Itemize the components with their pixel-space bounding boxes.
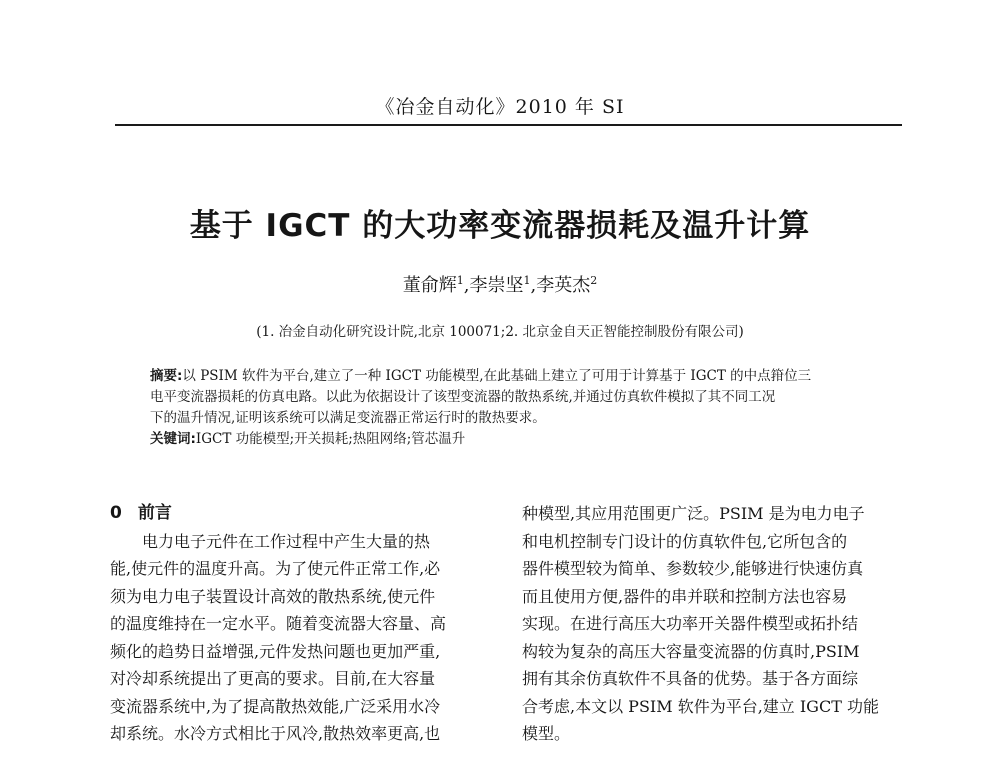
body-line: 对冷却系统提出了更高的要求。目前,在大容量 xyxy=(110,669,436,688)
keywords-text: IGCT 功能模型;开关损耗;热阻网络;管芯温升 xyxy=(195,431,466,447)
body-line: 须为电力电子装置设计高效的散热系统,使元件 xyxy=(110,586,436,606)
author-affiliation-mark: 1 xyxy=(523,274,531,287)
keywords-label: 关键词: xyxy=(150,431,196,447)
body-line: 拥有其余仿真软件不具备的优势。基于各方面综 xyxy=(522,669,859,688)
author-list xyxy=(0,271,1000,297)
body-line: 种模型,其应用范围更广泛。PSIM 是为电力电子 xyxy=(522,504,865,523)
running-head: 《冶金自动化》2010 年 SI xyxy=(375,96,625,118)
section-heading xyxy=(110,500,510,528)
section-number: 0 xyxy=(110,503,122,523)
header-rule xyxy=(115,124,902,126)
body-line: 能,使元件的温度升高。为了使元件正常工作,必 xyxy=(110,559,441,578)
left-column xyxy=(110,500,510,748)
body-line: 频化的趋势日益增强,元件发热问题也更加严重, xyxy=(110,641,441,661)
abstract-line: 电平变流器损耗的仿真电路。以此为依据设计了该型变流器的散热系统,并通过仿真软件模拟了其不同工况 xyxy=(150,389,776,405)
paper-title: 基于 IGCT 的大功率变流器损耗及温升计算 xyxy=(189,208,811,244)
body-line: 的温度维持在一定水平。随着变流器大容量、高 xyxy=(110,614,447,633)
author-name: 李崇坚 xyxy=(469,275,524,296)
keywords-line xyxy=(150,429,870,450)
abstract-line: 下的温升情况,证明该系统可以满足变流器正常运行时的散热要求。 xyxy=(150,410,546,426)
body-line: 模型。 xyxy=(522,724,571,743)
author-affiliation-mark: 1 xyxy=(456,274,464,287)
author-name: 李英杰 xyxy=(536,275,591,296)
body-line: 合考虑,本文以 PSIM 软件为平台,建立 IGCT 功能 xyxy=(522,696,879,716)
body-line: 而且使用方便,器件的串并联和控制方法也容易 xyxy=(522,586,848,606)
affiliation: (1. 冶金自动化研究设计院,北京 100071;2. 北京金自天正智能控制股份有限公司) xyxy=(256,324,744,340)
abstract-block xyxy=(150,366,870,450)
author-name: 董俞辉 xyxy=(402,275,457,296)
body-line: 变流器系统中,为了提高散热效能,广泛采用水冷 xyxy=(110,696,441,716)
author-separator: , xyxy=(530,275,537,296)
body-line: 构较为复杂的高压大容量变流器的仿真时,PSIM xyxy=(522,641,860,661)
body-line: 电力电子元件在工作过程中产生大量的热 xyxy=(142,531,431,551)
right-column xyxy=(522,500,922,748)
body-line: 实现。在进行高压大功率开关器件模型或拓扑结 xyxy=(522,614,859,633)
abstract-label: 摘要: xyxy=(150,368,183,384)
body-line: 却系统。水冷方式相比于风冷,散热效率更高,也 xyxy=(110,724,441,743)
section-title: 前言 xyxy=(137,503,172,523)
author-separator: , xyxy=(463,275,470,296)
body-line: 器件模型较为简单、参数较少,能够进行快速仿真 xyxy=(522,559,864,578)
abstract-line xyxy=(150,366,870,387)
author-affiliation-mark: 2 xyxy=(590,274,598,287)
body-line: 和电机控制专门设计的仿真软件包,它所包含的 xyxy=(522,531,848,551)
abstract-text: 以 PSIM 软件为平台,建立了一种 IGCT 功能模型,在此基础上建立了可用于计算基于 IGCT 的中点箝位三 xyxy=(182,368,812,384)
